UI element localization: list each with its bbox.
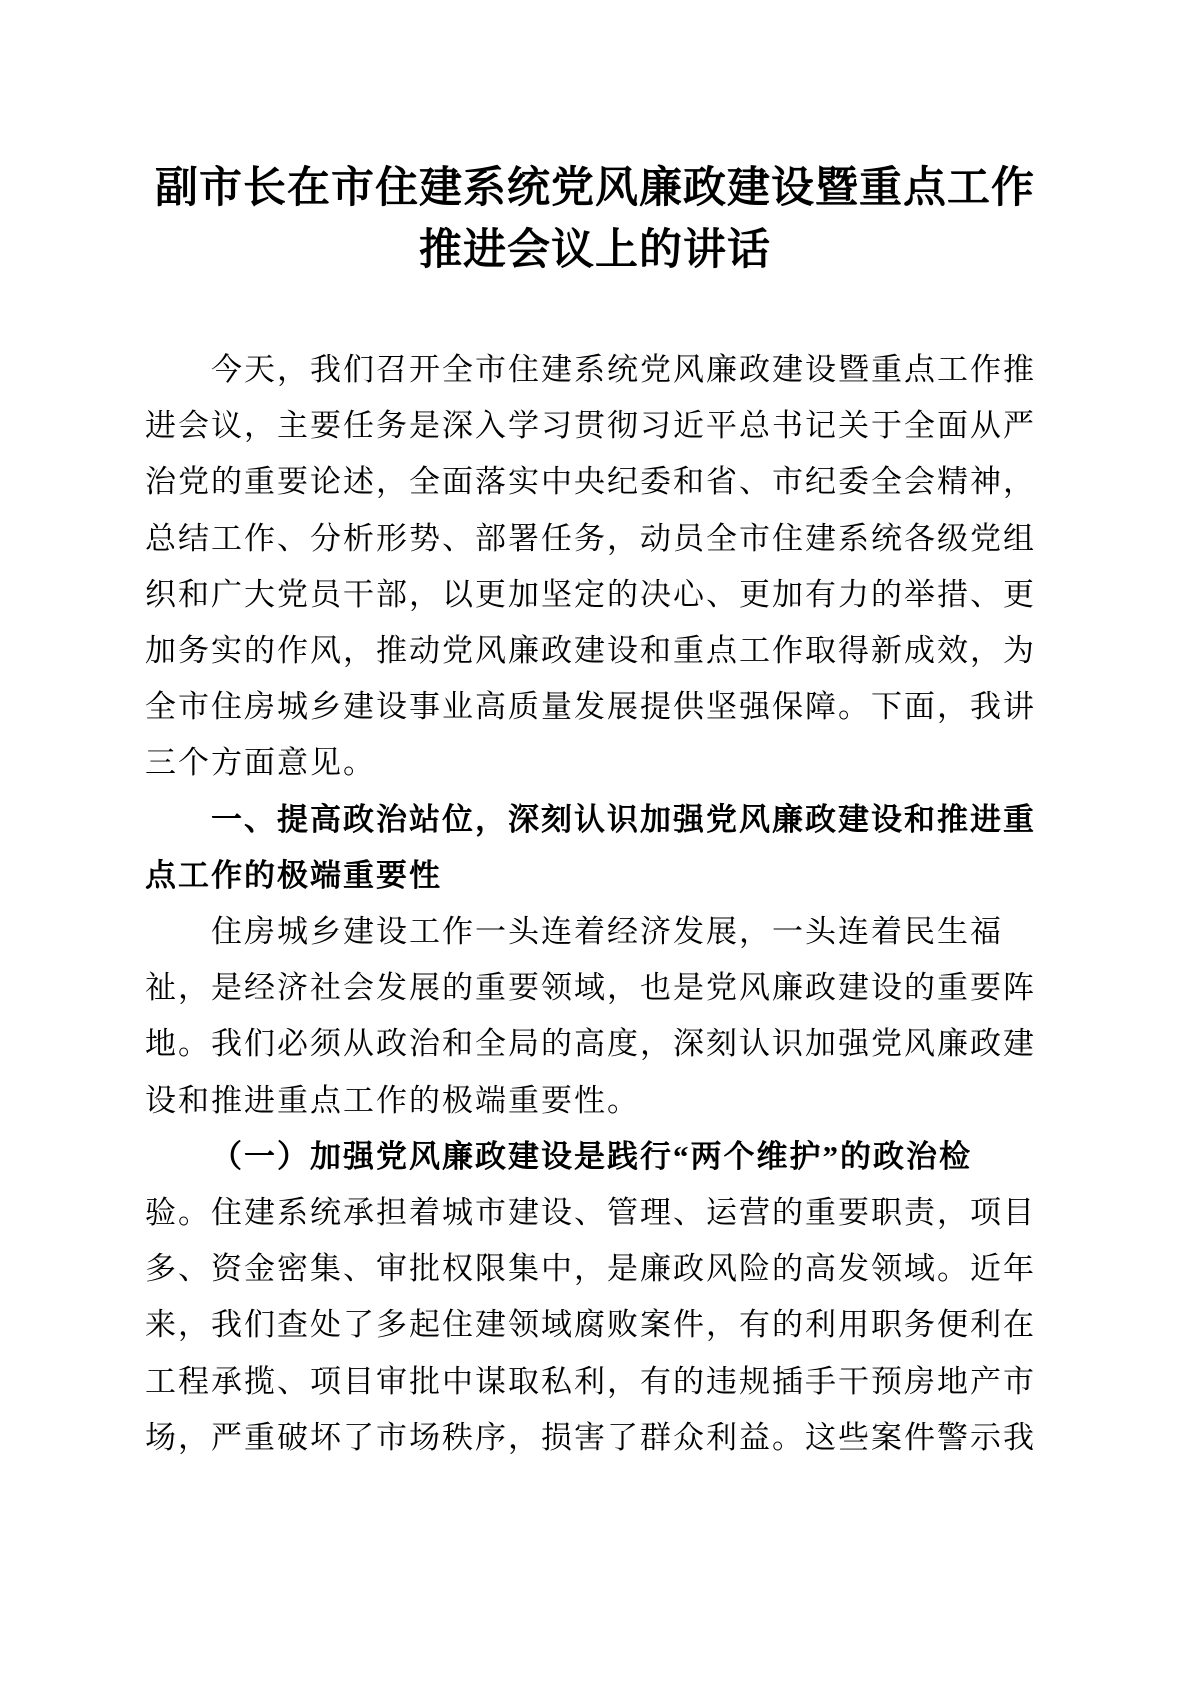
text-line-6: 加务实的作风，推动党风廉政建设和重点工作取得新成效，为 <box>145 633 1036 669</box>
text-line-10: 点工作的极端重要性 <box>145 857 442 893</box>
text-line-9: 一、提高政治站位，深刻认识加强党风廉政建设和推进重 <box>211 801 1036 837</box>
text-line-2: 进会议，主要任务是深入学习贯彻习近平总书记关于全面从严 <box>145 408 1036 444</box>
text-line-14: 设和推进重点工作的极端重要性。 <box>145 1082 640 1118</box>
text-line-19: 工程承揽、项目审批中谋取私利，有的违规插手干预房地产市 <box>145 1363 1036 1399</box>
document-title-line-2: 推进会议上的讲话 <box>419 227 771 274</box>
text-line-15: （一）加强党风廉政建设是践行“两个维护”的政治检 <box>211 1138 972 1174</box>
document-title-line-1: 副市长在市住建系统党风廉政建设暨重点工作 <box>155 165 1035 212</box>
document-body <box>0 342 1190 1466</box>
text-line-13: 地。我们必须从政治和全局的高度，深刻认识加强党风廉政建 <box>145 1026 1036 1062</box>
text-line-17: 多、资金密集、审批权限集中，是廉政风险的高发领域。近年 <box>145 1251 1036 1287</box>
text-line-4: 总结工作、分析形势、部署任务，动员全市住建系统各级党组 <box>145 520 1036 556</box>
text-line-20: 场，严重破坏了市场秩序，损害了群众利益。这些案件警示我 <box>145 1419 1036 1455</box>
text-line-18: 来，我们查处了多起住建领域腐败案件，有的利用职务便利在 <box>145 1307 1036 1343</box>
text-line-16: 验。住建系统承担着城市建设、管理、运营的重要职责，项目 <box>145 1195 1036 1231</box>
text-line-11: 住房城乡建设工作一头连着经济发展，一头连着民生福 <box>211 914 1003 950</box>
text-line-1: 今天，我们召开全市住建系统党风廉政建设暨重点工作推 <box>211 352 1036 387</box>
text-line-7: 全市住房城乡建设事业高质量发展提供坚强保障。下面，我讲 <box>145 689 1036 725</box>
text-line-12: 祉，是经济社会发展的重要领域，也是党风廉政建设的重要阵 <box>145 970 1036 1006</box>
text-line-3: 治党的重要论述，全面落实中央纪委和省、市纪委全会精神， <box>145 464 1036 500</box>
text-line-5: 织和广大党员干部，以更加坚定的决心、更加有力的举措、更 <box>145 576 1036 612</box>
document-title <box>0 0 1190 282</box>
text-line-8: 三个方面意见。 <box>145 745 376 781</box>
